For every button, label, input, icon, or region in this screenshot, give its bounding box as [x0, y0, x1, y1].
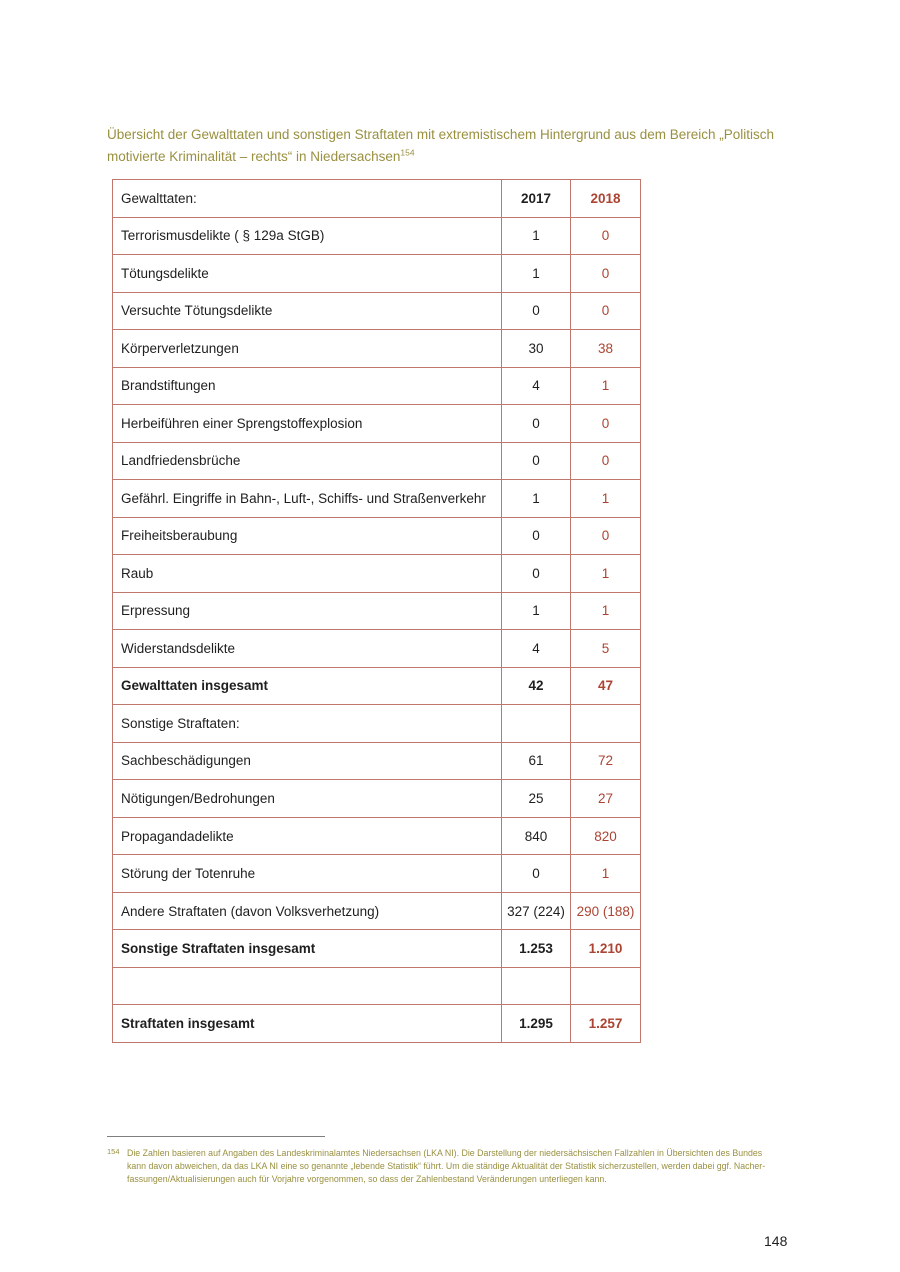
row-label: Terrorismusdelikte ( § 129a StGB)	[113, 218, 502, 255]
value-2017: 1	[502, 480, 571, 517]
crime-statistics-table	[112, 179, 641, 1043]
header-year-2018: 2018	[590, 190, 621, 206]
table-row	[113, 330, 640, 368]
row-label: Landfriedensbrüche	[113, 443, 502, 480]
value-2018: 1	[601, 866, 610, 882]
table-row	[113, 743, 640, 781]
table-row	[113, 780, 640, 818]
value-2018: 5	[601, 640, 610, 656]
row-label: Erpressung	[113, 593, 502, 630]
value-2018: 290 (188)	[576, 903, 635, 919]
table-row	[113, 255, 640, 293]
table-row	[113, 818, 640, 856]
value-2017: 0	[502, 443, 571, 480]
footnote-text-line1: Die Zahlen basieren auf Angaben des Landeskriminalamtes Niedersachsen (LKA NI). Die Darstellung der niedersächsischen Fallzahlen in Übersichten des Bundes	[127, 1148, 763, 1158]
value-2018: 0	[601, 228, 610, 244]
value-2018: 0	[601, 303, 610, 319]
page-number: 148	[764, 1233, 788, 1249]
value-2017: 4	[502, 368, 571, 405]
page-title-line1: Übersicht der Gewalttaten und sonstigen Straftaten mit extremistischem Hintergrund aus dem Bereich „Politisch	[107, 127, 775, 142]
value-2018: 47	[597, 678, 614, 694]
table-row	[113, 855, 640, 893]
value-2017: 0	[502, 405, 571, 442]
value-2017: 1.253	[502, 930, 571, 967]
row-label: Störung der Totenruhe	[113, 855, 502, 892]
value-2017: 1	[502, 255, 571, 292]
table-row	[113, 630, 640, 668]
value-2017: 0	[502, 855, 571, 892]
value-2017: 25	[502, 780, 571, 817]
value-2017: 840	[502, 818, 571, 855]
value-2017	[502, 968, 571, 1005]
value-2017	[502, 705, 571, 742]
value-2018: 0	[601, 265, 610, 281]
table-header-row	[113, 180, 640, 218]
value-2018: 0	[601, 453, 610, 469]
row-label: Gewalttaten insgesamt	[113, 668, 502, 705]
row-label: Sachbeschädigungen	[113, 743, 502, 780]
page-title-line2-text: motivierte Kriminalität – rechts“ in Niedersachsen	[107, 149, 401, 164]
row-label: Andere Straftaten (davon Volksverhetzung)	[113, 893, 502, 930]
row-label: Raub	[113, 555, 502, 592]
value-2018	[571, 705, 640, 742]
value-2018: 1.257	[588, 1016, 623, 1032]
value-2017: 4	[502, 630, 571, 667]
row-label: Sonstige Straftaten insgesamt	[113, 930, 502, 967]
value-2017: 1.295	[502, 1005, 571, 1042]
row-label: Sonstige Straftaten:	[113, 705, 502, 742]
row-label: Nötigungen/Bedrohungen	[113, 780, 502, 817]
value-2018: 1	[601, 565, 610, 581]
value-2017: 42	[502, 668, 571, 705]
table-row	[113, 405, 640, 443]
footnote-reference: 154	[400, 147, 415, 158]
value-2017: 1	[502, 593, 571, 630]
value-2017: 0	[502, 555, 571, 592]
row-label: Körperverletzungen	[113, 330, 502, 367]
table-row	[113, 480, 640, 518]
footnote-text	[127, 1147, 807, 1187]
row-label: Freiheitsberaubung	[113, 518, 502, 555]
value-2017: 61	[502, 743, 571, 780]
footnote-text-line2: kann davon abweichen, da das LKA NI eine so genannte „lebende Statistik“ führt. Um die ständige Aktualität der Statistik sicherzustellen, werden dabei ggf. Nacher-	[127, 1161, 766, 1172]
value-2017: 0	[502, 293, 571, 330]
table-row	[113, 930, 640, 968]
table-row	[113, 293, 640, 331]
value-2017: 0	[502, 518, 571, 555]
value-2018	[571, 968, 640, 1005]
value-2018: 820	[594, 828, 617, 844]
footnote-marker: 154	[107, 1147, 120, 1156]
footnote	[107, 1147, 807, 1187]
table-row	[113, 1005, 640, 1042]
row-label: Brandstiftungen	[113, 368, 502, 405]
table-row	[113, 555, 640, 593]
table-row	[113, 705, 640, 743]
value-2018: 27	[597, 791, 614, 806]
value-2018: 1	[601, 490, 610, 506]
table-row	[113, 968, 640, 1006]
page-title	[107, 124, 797, 168]
value-2018: 38	[597, 340, 614, 356]
table-row	[113, 593, 640, 631]
value-2018: 72	[597, 753, 614, 769]
row-label: Widerstandsdelikte	[113, 630, 502, 667]
table-row	[113, 893, 640, 931]
value-2018: 0	[601, 415, 610, 431]
value-2017: 1	[502, 218, 571, 255]
row-label	[113, 968, 502, 1005]
table-row	[113, 518, 640, 556]
row-label: Gefährl. Eingriffe in Bahn-, Luft-, Schiffs- und Straßenverkehr	[113, 480, 502, 517]
value-2017: 30	[502, 330, 571, 367]
table-row	[113, 668, 640, 706]
row-label: Herbeiführen einer Sprengstoffexplosion	[113, 405, 502, 442]
row-label: Propagandadelikte	[113, 818, 502, 855]
table-row	[113, 218, 640, 256]
value-2018: 1.210	[588, 941, 623, 957]
header-label: Gewalttaten:	[113, 180, 502, 217]
table-row	[113, 443, 640, 481]
page-title-line2	[107, 146, 797, 168]
row-label: Straftaten insgesamt	[113, 1005, 502, 1042]
header-year-2017: 2017	[502, 180, 571, 217]
row-label: Versuchte Tötungsdelikte	[113, 293, 502, 330]
footnote-separator	[107, 1136, 325, 1137]
footnote-text-line3: fassungen/Aktualisierungen auch für Vorjahre vorgenommen, so dass der Zahlenbestand Veränderungen unterliegen kann.	[127, 1174, 607, 1185]
row-label: Tötungsdelikte	[113, 255, 502, 292]
value-2018: 1	[601, 378, 610, 394]
table-row	[113, 368, 640, 406]
value-2018: 0	[601, 528, 610, 544]
value-2017: 327 (224)	[502, 893, 571, 930]
value-2018: 1	[601, 603, 610, 619]
